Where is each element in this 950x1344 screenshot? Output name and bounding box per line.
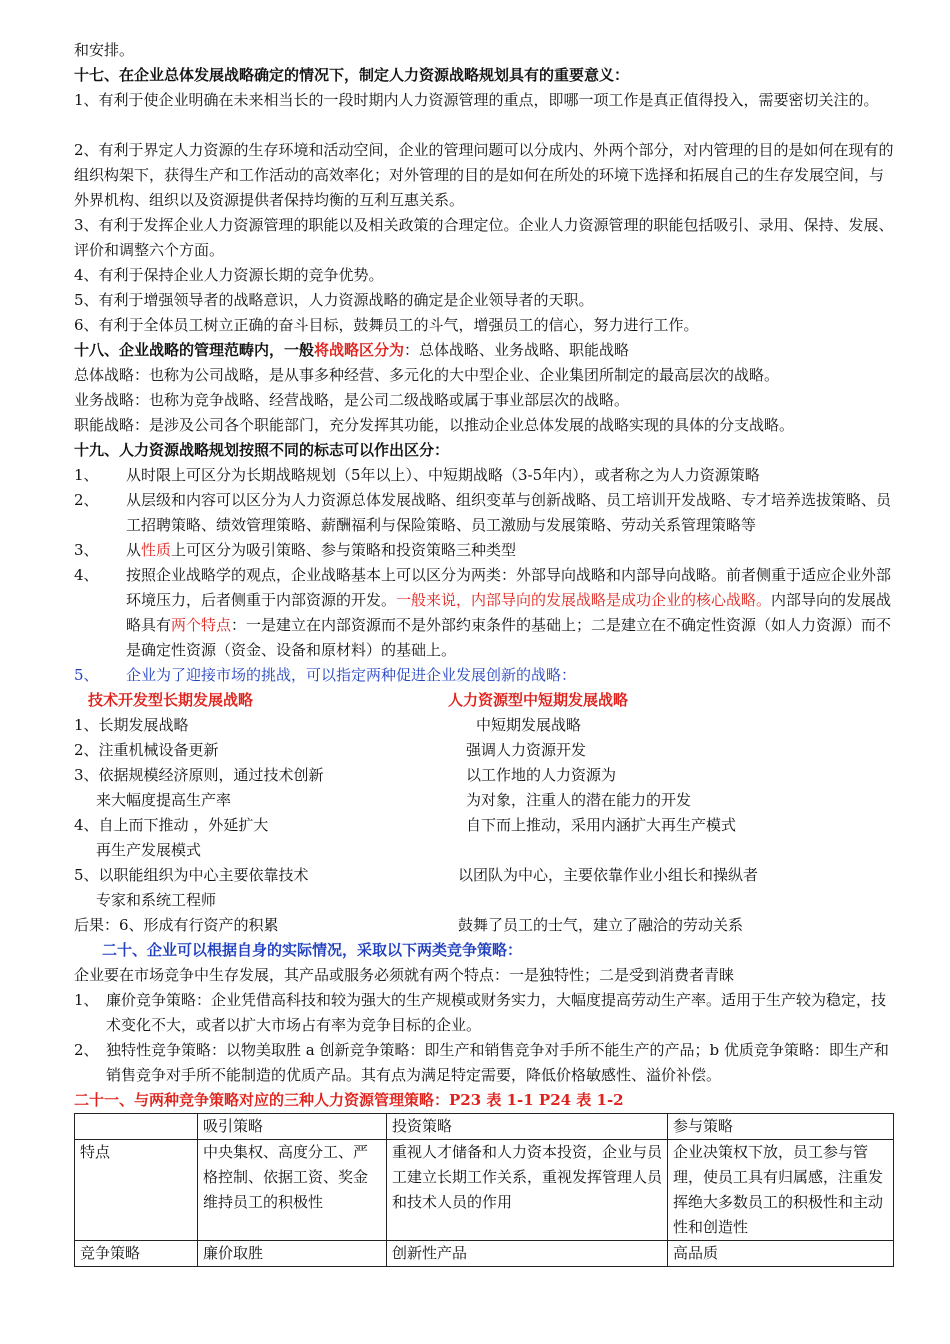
section-19-heading: 十九、人力资源战略规划按照不同的标志可以作出区分：: [74, 441, 450, 459]
s19-item-3: [74, 538, 894, 563]
s20-item-1-text: 廉价竞争策略：企业凭借高科技和较为强大的生产规模或财务实力，大幅度提高劳动生产率。适用于生产较为稳定，技术变化不大，或者以扩大市场占有率为竞争目标的企业。: [106, 991, 887, 1034]
s20-item-1: [74, 988, 894, 1038]
table-cell: 重视人才储备和人力资本投资，企业与员工建立长期工作关系，重视发挥管理人员和技术人员的作用: [387, 1140, 668, 1241]
compare-row: [74, 913, 894, 938]
section-17-heading: 十七、在企业总体发展战略确定的情况下，制定人力资源战略规划具有的重要意义：: [74, 66, 630, 84]
compare-row: [74, 813, 894, 838]
s20-item-2: [74, 1038, 894, 1088]
s19-item-1-text: 从时限上可区分为长期战略规划（5年以上）、中短期战略（3-5年内），或者称之为人力资源策略: [126, 466, 760, 484]
compare-row: [74, 738, 894, 763]
compare-left: 4、自上而下推动 ，外延扩大: [74, 816, 269, 834]
table-cell: 高品质: [668, 1241, 894, 1267]
s19-item-3-b: 上可区分为吸引策略、参与策略和投资策略三种类型: [171, 541, 517, 559]
s19-item-2-text: 从层级和内容可以区分为人力资源总体发展战略、组织变革与创新战略、员工培训开发战略、专才培养选拔策略、员工招聘策略、绩效管理策略、薪酬福利与保险策略、员工激励与发展策略、劳动关系管理策略等: [126, 491, 892, 534]
strategy-compare-titles: [74, 688, 894, 713]
hr-strategy-table: [74, 1113, 894, 1267]
tech-strategy-title: 技术开发型长期发展战略: [88, 691, 254, 709]
section-18-heading: [74, 338, 894, 363]
table-cell: 特点: [75, 1140, 198, 1241]
s18-heading-rest: ：总体战略、业务战略、职能战略: [404, 341, 630, 359]
s18-line-overall: 总体战略：也称为公司战略，是从事多种经营、多元化的大中型企业、企业集团所制定的最高层次的战略。: [74, 366, 780, 384]
compare-right: 以团队为中心，主要依靠作业小组长和操纵者: [458, 866, 759, 884]
compare-left: 来大幅度提高生产率: [96, 791, 232, 809]
s19-item-4-red1: 一般来说，内部导向的发展战略是成功企业的核心战略。: [396, 591, 772, 609]
s18-line-business: 业务战略：也称为竞争战略、经营战略，是公司二级战略或属于事业部层次的战略。: [74, 391, 630, 409]
table-row: [75, 1140, 894, 1241]
s19-item-5: [74, 663, 894, 688]
compare-right: 强调人力资源开发: [466, 741, 587, 759]
s20-item-1-num: 1、: [74, 991, 99, 1009]
s19-item-1-num: 1、: [74, 466, 99, 484]
table-row: [75, 1241, 894, 1267]
compare-row: [74, 763, 894, 788]
s19-item-4-b: 内部导向的发展战略具有: [126, 591, 892, 634]
compare-left: 再生产发展模式: [96, 841, 202, 859]
table-cell: 廉价取胜: [198, 1241, 387, 1267]
compare-left: 1、长期发展战略: [74, 716, 189, 734]
compare-left: 2、注重机械设备更新: [74, 741, 219, 759]
s20-intro: 企业要在市场竞争中生存发展，其产品或服务必须就有两个特点：一是独特性；二是受到消费者青睐: [74, 966, 735, 984]
s17-item-5: 5、有利于增强领导者的战略意识，人力资源战略的确定是企业领导者的天职。: [74, 291, 594, 309]
s19-item-4-a: 按照企业战略学的观点，企业战略基本上可以区分为两类：外部导向战略和内部导向战略。前者侧重于适应企业外部环境压力，后者侧重于内部资源的开发。: [126, 566, 892, 609]
compare-left: 后果：6、形成有行资产的积累: [74, 916, 279, 934]
s19-item-4-c: ：一是建立在内部资源而不是外部约束条件的基础上；二是建立在不确定性资源（如人力资源）而不是确定性资源（资金、设备和原材料）的基础上。: [126, 616, 892, 659]
compare-row: [74, 788, 894, 813]
compare-right: 中短期发展战略: [476, 716, 582, 734]
table-header-cell: 投资策略: [387, 1114, 668, 1140]
s17-item-4: 4、有利于保持企业人力资源长期的竞争优势。: [74, 266, 384, 284]
s19-item-1: [74, 463, 894, 488]
hr-strategy-title: 人力资源型中短期发展战略: [448, 691, 629, 709]
s19-item-2: [74, 488, 894, 538]
s17-item-3: 3、有利于发挥企业人力资源管理的职能以及相关政策的合理定位。企业人力资源管理的职能包括吸引、录用、保持、发展、评价和调整六个方面。: [74, 216, 894, 259]
s19-item-3-red: 性质: [141, 541, 172, 559]
compare-left: 专家和系统工程师: [96, 891, 217, 909]
s19-item-4-num: 4、: [74, 566, 99, 584]
table-cell: 竞争策略: [75, 1241, 198, 1267]
compare-left: 5、以职能组织为中心主要依靠技术: [74, 866, 309, 884]
compare-left: 3、依据规模经济原则，通过技术创新: [74, 766, 324, 784]
compare-row: [74, 713, 894, 738]
s19-item-5-num: 5、: [74, 666, 99, 684]
s19-item-2-num: 2、: [74, 491, 99, 509]
s18-heading-bold: 十八、企业战略的管理范畴内，一般: [74, 341, 315, 359]
s17-item-6: 6、有利于全体员工树立正确的奋斗目标，鼓舞员工的斗气，增强员工的信心，努力进行工作。: [74, 316, 699, 334]
s18-heading-red: 将战略区分为: [314, 341, 405, 359]
table-header-cell: [75, 1114, 198, 1140]
compare-right: 自下而上推动，采用内涵扩大再生产模式: [466, 816, 737, 834]
document-page: [74, 38, 894, 1267]
s19-item-3-a: 从: [126, 541, 142, 559]
section-21-heading: 二十一、与两种竞争策略对应的三种人力资源管理策略：P23 表 1-1 P24 表 1-2: [74, 1091, 624, 1109]
intro-tail: 和安排。: [74, 41, 135, 59]
s20-item-2-num: 2、: [74, 1041, 99, 1059]
s19-item-5-text: 企业为了迎接市场的挑战，可以指定两种促进企业发展创新的战略：: [126, 666, 577, 684]
table-header-row: [75, 1114, 894, 1140]
section-20-heading: 二十、企业可以根据自身的实际情况，采取以下两类竞争策略：: [102, 941, 523, 959]
s18-line-functional: 职能战略：是涉及公司各个职能部门，充分发挥其功能，以推动企业总体发展的战略实现的具体的分支战略。: [74, 416, 795, 434]
s17-item-1: 1、有利于使企业明确在未来相当长的一段时期内人力资源管理的重点，即哪一项工作是真正值得投入，需要密切关注的。: [74, 91, 879, 109]
s19-item-4: [74, 563, 894, 663]
compare-row: [74, 888, 894, 913]
table-header-cell: 参与策略: [668, 1114, 894, 1140]
s19-item-4-red2: 两个特点: [171, 616, 232, 634]
table-cell: 创新性产品: [387, 1241, 668, 1267]
compare-right: 为对象，注重人的潜在能力的开发: [466, 791, 692, 809]
compare-right: 以工作地的人力资源为: [466, 766, 617, 784]
table-cell: 企业决策权下放，员工参与管理，使员工具有归属感，注重发挥绝大多数员工的积极性和主动性和创造性: [668, 1140, 894, 1241]
s17-item-2: 2、有利于界定人力资源的生存环境和活动空间，企业的管理问题可以分成内、外两个部分，对内管理的目的是如何在现有的组织构架下，获得生产和工作活动的高效率化；对外管理的目的是如何在所处的环境下选择和拓展自己的生存发展空间，与外界机构、组织以及资源提供者保持均衡的互利互惠关系。: [74, 141, 894, 209]
compare-right: 鼓舞了员工的士气，建立了融洽的劳动关系: [458, 916, 744, 934]
compare-row: [74, 838, 894, 863]
s19-item-3-num: 3、: [74, 541, 99, 559]
compare-row: [74, 863, 894, 888]
table-cell: 中央集权、高度分工、严格控制、依据工资、奖金维持员工的积极性: [198, 1140, 387, 1241]
s20-item-2-text: 独特性竞争策略：以物美取胜 a 创新竞争策略：即生产和销售竞争对手所不能生产的产品；b 优质竞争策略：即生产和销售竞争对手所不能制造的优质产品。其有点为满足特定需要，降低价格敏感性、溢价补偿。: [106, 1041, 889, 1084]
table-header-cell: 吸引策略: [198, 1114, 387, 1140]
